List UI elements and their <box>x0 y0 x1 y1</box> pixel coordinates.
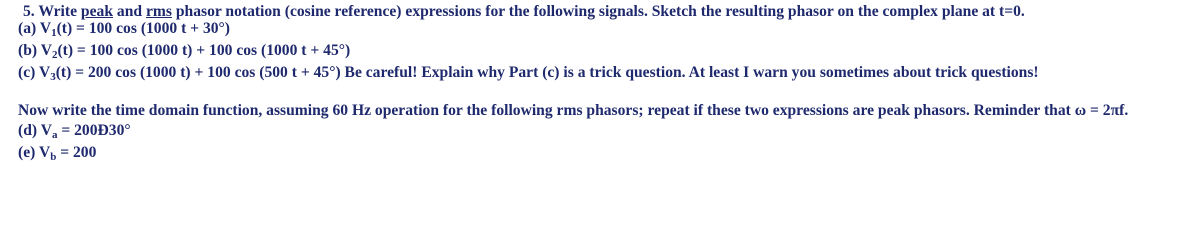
item-expression: = 200 <box>56 144 97 161</box>
item-subscript: b <box>50 151 57 163</box>
item-d <box>18 122 131 140</box>
item-subscript: 1 <box>51 27 57 39</box>
item-e <box>18 144 96 162</box>
item-label: (a) <box>18 20 37 37</box>
rms-word: rms <box>145 3 172 20</box>
item-subscript: a <box>51 129 58 141</box>
item-var: V <box>39 20 52 37</box>
item-label: (b) <box>18 42 38 59</box>
item-c <box>18 64 1039 82</box>
item-subscript: 2 <box>51 49 58 61</box>
peak-word: peak <box>80 3 113 20</box>
and-word: and <box>116 3 143 20</box>
item-var: V <box>38 144 51 161</box>
item-expression: (t) = 100 cos (1000 t + 30°) <box>56 20 230 37</box>
item-expression: (t) = 100 cos (1000 t) + 100 cos (1000 t + 45°) <box>57 42 351 59</box>
item-var: V <box>40 122 52 139</box>
item-b <box>18 42 350 60</box>
item-var: V <box>38 64 51 81</box>
item-label: (c) <box>18 64 36 81</box>
item-label: (d) <box>18 122 38 139</box>
intro-post: phasor notation (cosine reference) expressions for the following signals. Sketch the resulting phasor on the complex plane at t=0. <box>175 3 1025 20</box>
item-var: V <box>40 42 52 59</box>
item-expression: (t) = 200 cos (1000 t) + 100 cos (500 t + 45°) Be careful! Explain why Part (c) is a trick question. At least I warn you sometimes about trick questions! <box>55 64 1039 81</box>
item-expression: = 200Ð30° <box>57 122 131 139</box>
part2-intro: Now write the time domain function, assuming 60 Hz operation for the following rms phasors; repeat if these two expressions are peak phasors. Reminder that ω = 2πf. <box>18 102 1129 119</box>
item-a <box>18 20 230 38</box>
item-subscript: 3 <box>50 71 56 83</box>
problem-heading <box>23 3 1025 21</box>
item-label: (e) <box>18 144 36 161</box>
intro-pre: Write <box>38 3 78 20</box>
problem-number: 5. <box>23 3 35 20</box>
